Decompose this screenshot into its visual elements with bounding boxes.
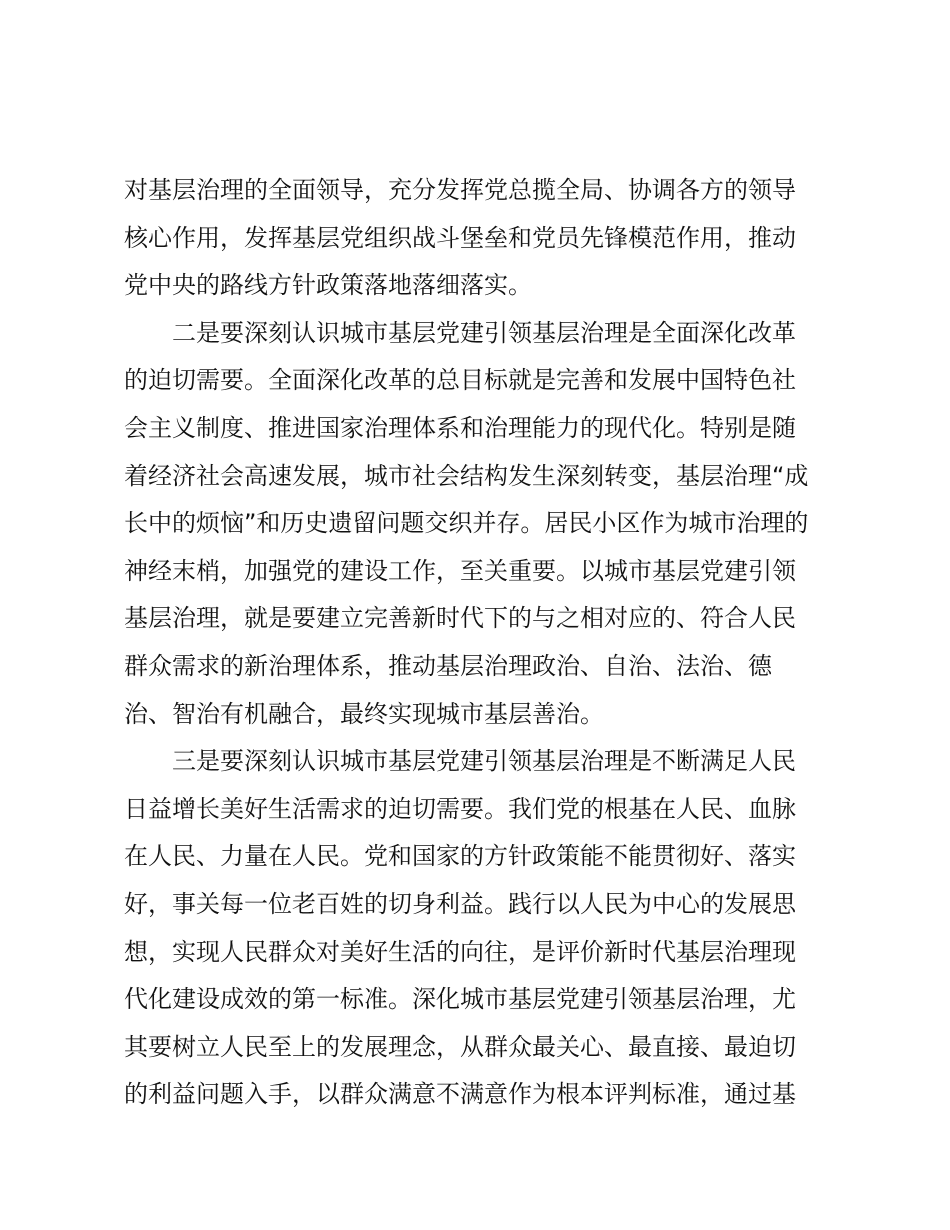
text-line: 好，事关每一位老百姓的切身利益。践行以人民为中心的发展思 <box>124 889 796 918</box>
text-line: 核心作用，发挥基层党组织战斗堡垒和党员先锋模范作用，推动 <box>124 223 796 252</box>
text-line: 对基层治理的全面领导，充分发挥党总揽全局、协调各方的领导 <box>124 176 796 204</box>
text-line: 的迫切需要。全面深化改革的总目标就是完善和发展中国特色社 <box>124 366 796 395</box>
text-line: 想，实现人民群众对美好生活的向往，是评价新时代基层治理现 <box>124 937 796 966</box>
text-line: 在人民、力量在人民。党和国家的方针政策能不能贯彻好、落实 <box>124 842 796 871</box>
text-line: 的利益问题入手，以群众满意不满意作为根本评判标准，通过基 <box>124 1080 796 1109</box>
text-line: 日益增长美好生活需求的迫切需要。我们党的根基在人民、血脉 <box>124 794 796 823</box>
document-body <box>124 167 844 1119</box>
paragraph-start-line: 二是要深刻认识城市基层党建引领基层治理是全面深化改革 <box>172 318 796 347</box>
text-line: 代化建设成效的第一标准。深化城市基层党建引领基层治理，尤 <box>124 985 796 1014</box>
text-line: 长中的烦恼”和历史遗留问题交织并存。居民小区作为城市治理的 <box>124 509 809 538</box>
text-line: 群众需求的新治理体系，推动基层治理政治、自治、法治、德 <box>124 651 772 680</box>
text-line: 神经末梢，加强党的建设工作，至关重要。以城市基层党建引领 <box>124 556 796 585</box>
paragraph-start-line: 三是要深刻认识城市基层党建引领基层治理是不断满足人民 <box>172 747 796 776</box>
text-line: 着经济社会高速发展，城市社会结构发生深刻转变，基层治理“成 <box>124 461 809 490</box>
text-line: 会主义制度、推进国家治理体系和治理能力的现代化。特别是随 <box>124 413 796 442</box>
text-line: 治、智治有机融合，最终实现城市基层善治。 <box>124 699 604 728</box>
text-line: 党中央的路线方针政策落地落细落实。 <box>124 271 532 300</box>
text-line: 基层治理，就是要建立完善新时代下的与之相对应的、符合人民 <box>124 604 796 633</box>
text-line: 其要树立人民至上的发展理念，从群众最关心、最直接、最迫切 <box>124 1032 796 1061</box>
